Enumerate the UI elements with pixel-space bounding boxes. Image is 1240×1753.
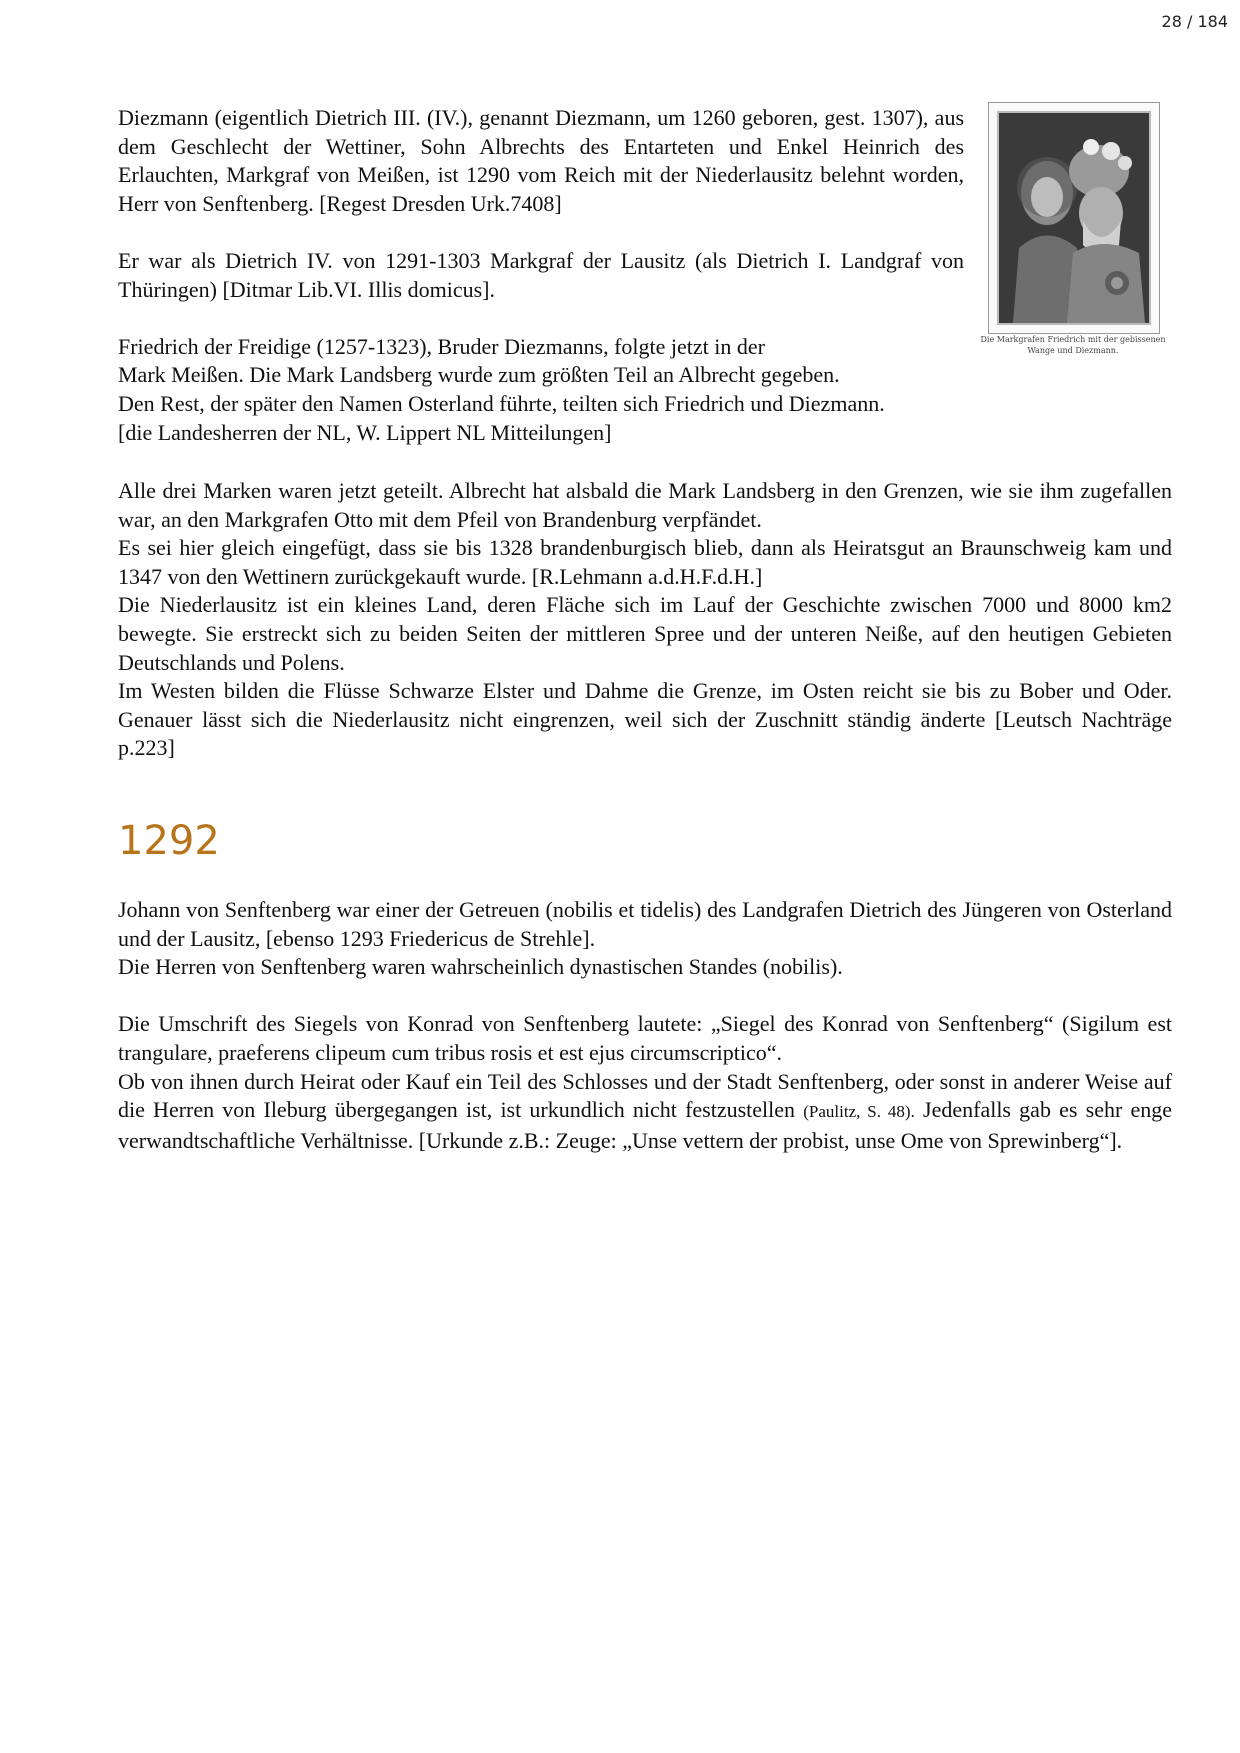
text-line: Den Rest, der später den Namen Osterland führte, teilten sich Friedrich und Diezmann.: [118, 390, 885, 416]
paragraph-dietrich-iv: Er war als Dietrich IV. von 1291-1303 Markgraf der Lausitz (als Dietrich I. Landgraf von Thüringen) [Ditmar Lib.VI. Illis domicus].: [118, 247, 964, 302]
paragraph-gap: [118, 982, 1172, 1011]
paragraph-friedrich: [118, 333, 1118, 447]
section-1292: [118, 896, 1172, 1155]
page-number: 28 / 184: [1161, 12, 1228, 31]
citation-paulitz: (Paulitz, S. 48).: [803, 1102, 915, 1122]
portrait-illustration: [999, 113, 1149, 323]
paragraph-marken-geteilt: Alle drei Marken waren jetzt geteilt. Albrecht hat alsbald die Mark Landsberg in den Grenzen, wie sie ihm zugefallen war, an den Markgrafen Otto mit dem Pfeil von Brandenburg verpfändet.: [118, 478, 1172, 532]
paragraph-grenzen: Im Westen bilden die Flüsse Schwarze Elster und Dahme die Grenze, im Osten reicht sie bis zu Bober und Oder. Genauer lässt sich die Niederlausitz nicht eingrenzen, weil sich der Zuschnitt ständig änderte [Leutsch Nachträge p.223]: [118, 678, 1172, 761]
intro-section: [118, 104, 964, 447]
text-line: [die Landesherren der NL, W. Lippert NL Mitteilungen]: [118, 419, 612, 445]
ileburg-tail: Jedenfalls gab es sehr enge verwandtschaftliche Verhältnisse. [Urkunde z.B.: Zeuge: „Unse vettern der probist, unse Ome von Sprewinberg“].: [118, 1097, 1172, 1153]
portrait-image: [988, 102, 1160, 334]
marken-section: [118, 477, 1172, 763]
paragraph-niederlausitz: Die Niederlausitz ist ein kleines Land, deren Fläche sich im Lauf der Geschichte zwischen 7000 und 8000 km2 bewegte. Sie erstreckt sich zu beiden Seiten der mittleren Spree und der unteren Neiße, auf den heutigen Gebieten Deutschlands und Polens.: [118, 592, 1172, 675]
paragraph-siegel: Die Umschrift des Siegels von Konrad von Senftenberg lautete: „Siegel des Konrad von Senftenberg“ (Sigilum est trangulare, praeferens clipeum cum tribus rosis et est ejus circumscriptico“.: [118, 1011, 1172, 1065]
portrait-engraving: [997, 111, 1151, 325]
paragraph-johann: Johann von Senftenberg war einer der Getreuen (nobilis et tidelis) des Landgrafen Dietrich des Jüngeren von Osterland und der Lausitz, [ebenso 1293 Friedericus de Strehle].: [118, 897, 1172, 951]
portrait-caption: Die Markgrafen Friedrich mit der gebissenen Wange und Diezmann.: [980, 335, 1166, 355]
paragraph-diezmann: Diezmann (eigentlich Dietrich III. (IV.), genannt Diezmann, um 1260 geboren, gest. 1307), aus dem Geschlecht der Wettiner, Sohn Albrechts des Entarteten und Enkel Heinrich des Erlauchten, Markgraf von Meißen, ist 1290 vom Reich mit der Niederlausitz belehnt worden, Herr von Senftenberg. [Regest Dresden Urk.7408]: [118, 105, 964, 216]
paragraph-herren: Die Herren von Senftenberg waren wahrscheinlich dynastischen Standes (nobilis).: [118, 954, 843, 980]
year-heading: 1292: [118, 818, 220, 864]
paragraph-ileburg: [118, 1068, 1172, 1156]
text-line: Mark Meißen. Die Mark Landsberg wurde zum größten Teil an Albrecht gegeben.: [118, 362, 840, 388]
ileburg-text: Ob von ihnen durch Heirat oder Kauf ein Teil des Schlosses und der Stadt Senftenberg, oder sonst in anderer Weise auf die Herren von Ileburg übergegangen ist, ist urkundlich nicht festzustellen: [118, 1068, 1172, 1123]
paragraph-brandenburgisch: Es sei hier gleich eingefügt, dass sie bis 1328 brandenburgisch blieb, dann als Heiratsgut an Braunschweig kam und 1347 von den Wettinern zurückgekauft wurde. [R.Lehmann a.d.H.F.d.H.]: [118, 535, 1172, 589]
text-line: Friedrich der Freidige (1257-1323), Bruder Diezmanns, folgte jetzt in der: [118, 333, 765, 359]
